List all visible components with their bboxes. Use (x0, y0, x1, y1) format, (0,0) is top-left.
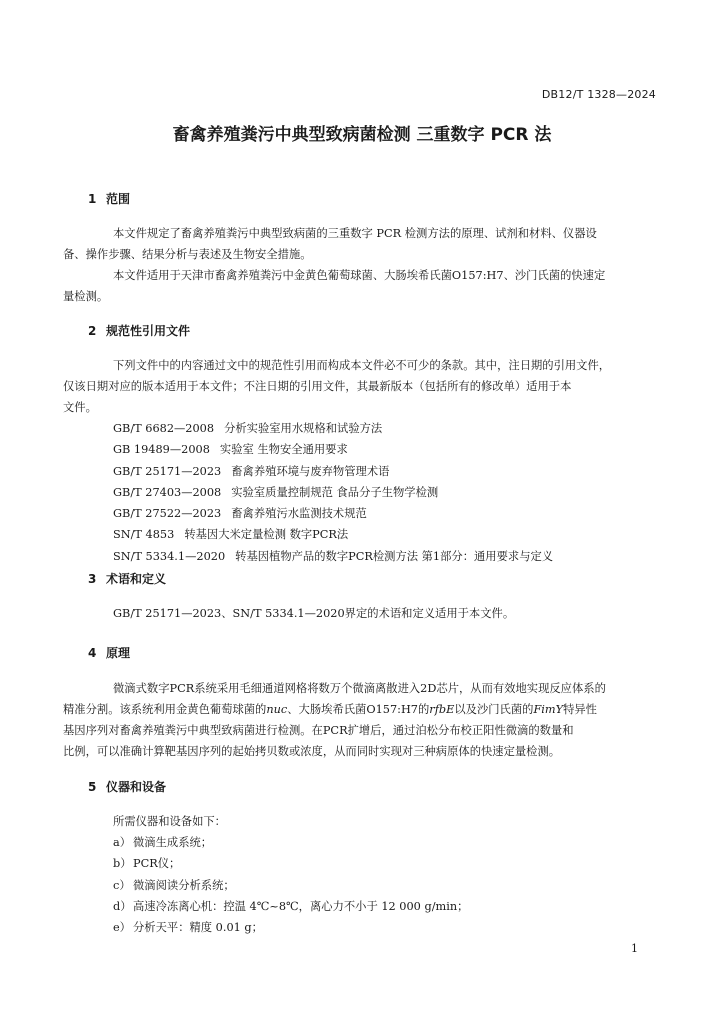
gene-name: nuc (266, 703, 288, 716)
list-item (113, 853, 468, 874)
reference-code: GB/T 27403—2008 (113, 485, 222, 499)
list-text: 微滴阅读分析系统； (133, 878, 235, 892)
list-item (113, 875, 468, 896)
section-title: 仪器和设备 (106, 780, 167, 794)
reference-item (113, 482, 553, 503)
reference-code: GB/T 6682—2008 (113, 422, 215, 435)
section-number: 5 (88, 780, 97, 794)
paragraph-line: 基因序列对畜禽养殖粪污中典型致病菌进行检测。在PCR扩增后，通过泊松分布校正阳性微滴的数量和 (63, 724, 574, 737)
list-marker: a） (113, 836, 132, 849)
section-heading-normative-references (88, 322, 190, 339)
reference-item (113, 546, 553, 567)
reference-list (113, 418, 553, 567)
terms-paragraph (88, 603, 658, 624)
reference-name: 实验室质量控制规范 食品分子生物学检测 (231, 485, 439, 499)
reference-name: 分析实验室用水规格和试验方法 (224, 422, 383, 435)
scope-paragraph-2 (63, 265, 658, 307)
paragraph-line: 本文件适用于天津市畜禽养殖粪污中金黄色葡萄球菌、大肠埃希氏菌O157:H7、沙门氏菌的快速定 (113, 269, 606, 282)
section-heading-principle (88, 644, 130, 661)
principle-paragraph (63, 678, 658, 762)
reference-item (113, 524, 553, 545)
reference-name: 转基因植物产品的数字PCR检测方法 第1部分：通用要求与定义 (235, 549, 554, 563)
paragraph-line: 量检测。 (63, 290, 109, 303)
list-marker: b） (113, 857, 132, 871)
reference-name: 畜禽养殖环境与废弃物管理术语 (231, 464, 390, 478)
section-title: 规范性引用文件 (106, 324, 191, 338)
paragraph-line: 本文件规定了畜禽养殖粪污中典型致病菌的三重数字 PCR 检测方法的原理、试剂和材料、仪器设 (113, 227, 597, 240)
reference-name: 畜禽养殖污水监测技术规范 (231, 507, 367, 521)
paragraph-line: 备、操作步骤、结果分析与表述及生物安全措施。 (63, 248, 312, 261)
scope-paragraph-1 (63, 223, 658, 265)
reference-name: 实验室 生物安全通用要求 (219, 443, 348, 457)
section-number: 3 (88, 572, 97, 586)
text-run: 以及沙门氏菌的 (454, 703, 534, 716)
reference-item (113, 418, 553, 439)
references-intro-paragraph (63, 355, 658, 418)
reference-code: SN/T 4853 (113, 528, 175, 542)
list-text: 微滴生成系统； (133, 836, 213, 849)
list-text: PCR仪； (133, 857, 181, 871)
section-number: 4 (88, 646, 97, 660)
paragraph-line: 仅该日期对应的版本适用于本文件；不注日期的引用文件，其最新版本（包括所有的修改单）适用于本 (63, 380, 572, 393)
text-run: 特异性 (563, 703, 597, 716)
reference-item (113, 503, 553, 524)
text-run: 精准分割。该系统利用金黄色葡萄球菌的 (63, 703, 267, 716)
text-run: 、大肠埃希氏菌O157:H7的 (287, 703, 430, 716)
gene-name: rfbE (429, 703, 455, 716)
reference-item (113, 439, 553, 460)
paragraph-line: 下列文件中的内容通过文中的规范性引用而构成本文件必不可少的条款。其中，注日期的引用文件， (113, 359, 611, 372)
reference-item (113, 461, 553, 482)
paragraph-line: GB/T 25171—2023、SN/T 5334.1—2020界定的术语和定义适用于本文件。 (113, 607, 515, 620)
section-heading-scope (88, 190, 130, 207)
paragraph-line (63, 699, 658, 720)
section-title: 原理 (106, 646, 131, 660)
section-number: 1 (88, 192, 97, 206)
document-title: 畜禽养殖粪污中典型致病菌检测 三重数字 PCR 法 (172, 125, 552, 145)
gene-name: FimY (533, 703, 564, 716)
reference-name: 转基因大米定量检测 数字PCR法 (184, 528, 349, 542)
section-title: 术语和定义 (106, 572, 167, 586)
list-item (113, 896, 468, 917)
instrument-list (113, 832, 468, 938)
list-marker: c） (113, 878, 131, 892)
list-item (113, 832, 468, 853)
reference-code: GB/T 27522—2023 (113, 507, 222, 521)
standard-code: DB12/T 1328—2024 (541, 88, 656, 101)
paragraph-line: 所需仪器和设备如下： (113, 815, 226, 828)
reference-code: GB/T 25171—2023 (113, 464, 222, 478)
page-number: 1 (631, 942, 638, 955)
paragraph-line: 微滴式数字PCR系统采用毛细通道网格将数万个微滴离散进入2D芯片，从而有效地实现反应体系的 (113, 682, 606, 695)
list-item (113, 917, 468, 938)
list-text: 高速冷冻离心机：控温 4℃~8℃，离心力不小于 12 000 g/min； (133, 899, 469, 913)
section-heading-terms (88, 570, 166, 587)
paragraph-line: 文件。 (63, 401, 97, 414)
section-number: 2 (88, 324, 97, 338)
reference-code: GB 19489—2008 (113, 443, 210, 457)
list-text: 分析天平：精度 0.01 g； (133, 921, 263, 935)
paragraph-line: 比例，可以准确计算靶基因序列的起始拷贝数或浓度，从而同时实现对三种病原体的快速定量检测。 (63, 745, 561, 758)
list-marker: d） (113, 899, 132, 913)
instruments-intro (88, 811, 658, 832)
section-heading-instruments (88, 778, 166, 795)
list-marker: e） (113, 921, 131, 935)
reference-code: SN/T 5334.1—2020 (113, 549, 226, 563)
section-title: 范围 (106, 192, 131, 206)
